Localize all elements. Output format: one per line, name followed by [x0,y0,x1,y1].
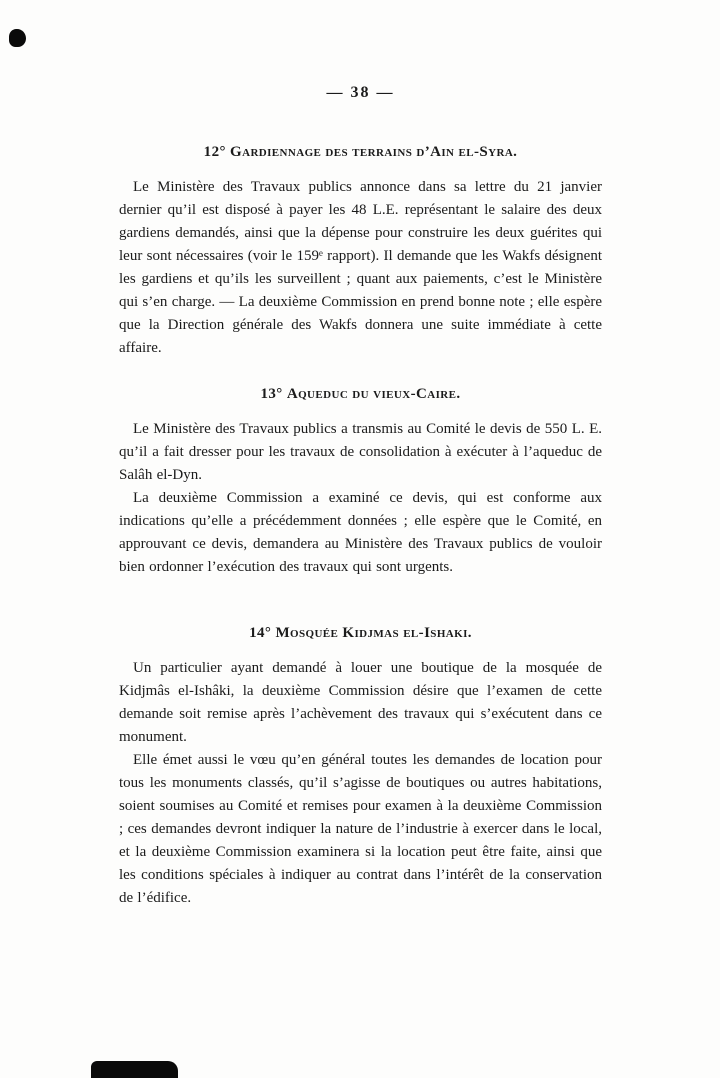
scan-artifact-top-left [9,29,26,47]
section-heading [119,625,602,642]
section-heading [119,386,602,403]
section-12-gardiennage [119,144,602,360]
paragraph: Le Ministère des Travaux publics a transmis au Comité le devis de 550 L. E. qu’il a fait dresser pour les travaux de consolidation à exécuter à l’aqueduc de Salâh el-Dyn. [119,421,602,483]
section-title: Aqueduc du vieux-Caire. [286,386,461,402]
page-number: — 38 — [326,84,395,101]
page-content [119,84,602,910]
section-14-mosquee [119,625,602,910]
section-number: 14° [249,625,272,641]
scan-artifact-bottom-left [91,1061,178,1078]
paragraph: Le Ministère des Travaux publics annonce dans sa lettre du 21 janvier dernier qu’il est disposé à payer les 48 L.E. représentant le salaire des deux gardiens demandés, ainsi que la dépense pour construire les deux guérites qui leur sont nécessaires (voir le 159ᵉ rapport). Il demande que les Wakfs désignent les gardiens et qu’ils les surveillent ; quant aux paiements, c’est le Ministère qui s’en charge. — La deuxième Commission en prend bonne note ; elle espère que la Direction générale des Wakfs donnera une suite immédiate à cette affaire. [119,179,602,356]
section-number: 13° [260,386,283,402]
section-number: 12° [203,144,226,160]
section-13-aqueduc [119,386,602,579]
paragraph: Elle émet aussi le vœu qu’en général toutes les demandes de location pour tous les monuments classés, qu’il s’agisse de boutiques ou autres habitations, soient soumises au Comité et remises pour examen à la deuxième Commission ; ces demandes devront indiquer la nature de l’industrie à exercer dans le local, et la deuxième Commission examinera si la location peut être faite, ainsi que les conditions spéciales à indiquer au contrat dans l’intérêt de la conservation de l’édifice. [119,752,602,906]
paragraph: Un particulier ayant demandé à louer une boutique de la mosquée de Kidjmâs el-Ishâki, la deuxième Commission désire que l’examen de cette demande soit remise après l’achèvement des travaux qui s’exécutent dans ce monument. [119,660,602,745]
section-title: Mosquée Kidjmas el-Ishaki. [275,625,472,641]
section-title: Gardiennage des terrains d’Ain el-Syra. [230,144,518,160]
section-heading [119,144,602,161]
paragraph: La deuxième Commission a examiné ce devis, qui est conforme aux indications qu’elle a précédemment données ; elle espère que le Comité, en approuvant ce devis, demandera au Ministère des Travaux publics de vouloir bien ordonner l’exécution des travaux qui sont urgents. [119,490,602,575]
